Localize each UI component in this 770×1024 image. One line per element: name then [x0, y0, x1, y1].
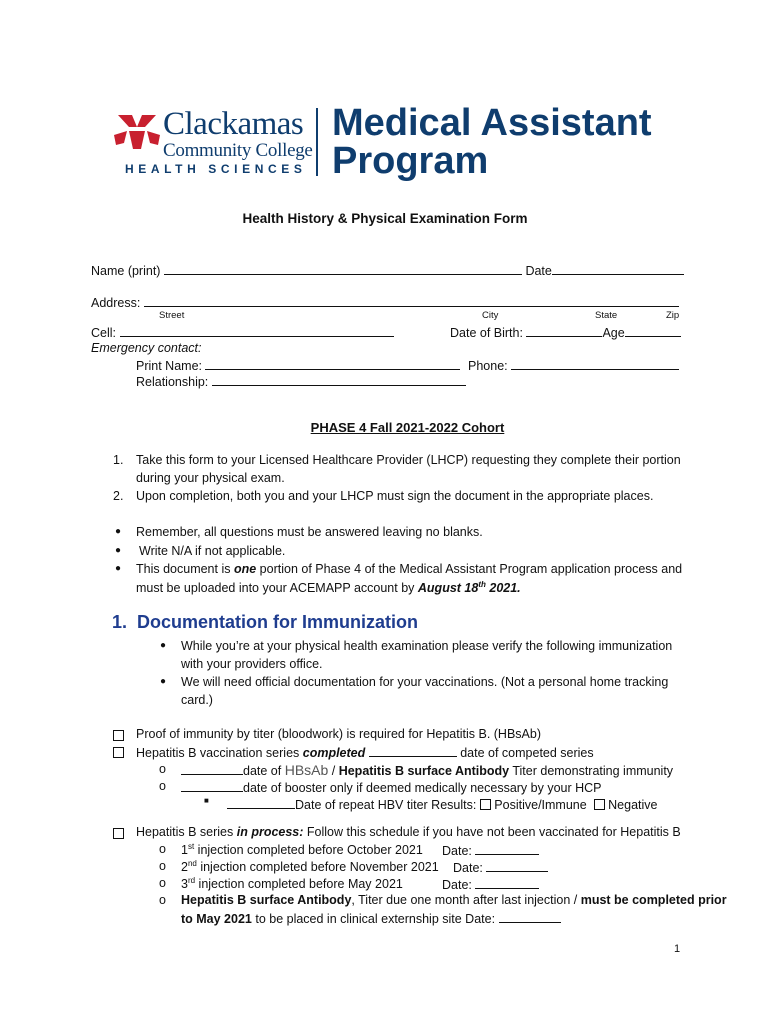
date-label: Date:: [442, 878, 472, 892]
booster-text: date of booster only if deemed medically necessary by your HCP: [243, 781, 602, 795]
checkbox-negative[interactable]: [594, 799, 605, 810]
injection-1-num: 1: [181, 843, 188, 858]
bullet-document-em: one: [233, 562, 257, 576]
health-sciences-label: HEALTH SCIENCES: [125, 162, 307, 176]
bullet-icon: ●: [115, 545, 122, 556]
phone-row: [468, 357, 679, 373]
relationship-field[interactable]: [212, 373, 466, 386]
dob-field[interactable]: [526, 324, 602, 337]
final-titer-mid: , Titer due one month after last injection /: [351, 893, 581, 907]
college-name: [163, 108, 313, 160]
date-label: Date:: [453, 861, 483, 875]
hbsab-text: HBsAb: [284, 762, 329, 778]
positive-label: Positive/Immune: [494, 798, 587, 812]
section-heading: [112, 612, 418, 633]
section-bullet1-line1: While you’re at your physical health examination please verify the following immunization: [181, 639, 673, 653]
bullet-na: Write N/A if not applicable.: [139, 544, 286, 558]
sub-bullet-icon: o: [159, 779, 166, 793]
booster-date-field[interactable]: [181, 779, 243, 792]
series-completed-pre: Hepatitis B vaccination series: [136, 746, 303, 760]
age-label: Age: [602, 326, 625, 340]
injection-1-date-field[interactable]: [475, 842, 539, 855]
injection-3-label: injection completed before May 2021: [195, 877, 403, 892]
step-1-line2: during your physical exam.: [136, 471, 285, 485]
injection-1-date: [442, 842, 539, 858]
cell-label: Cell:: [91, 326, 117, 340]
cell-field[interactable]: [120, 324, 394, 337]
injection-3-sup: rd: [187, 876, 196, 885]
bullet-document: [136, 562, 682, 576]
final-titer-deadline: to May 2021: [181, 912, 252, 926]
section-title: Documentation for Immunization: [137, 612, 419, 632]
page-number: 1: [674, 943, 681, 955]
bullet-document-pre: This document is: [136, 562, 234, 576]
section-bullet2-line2: card.): [181, 693, 213, 707]
final-titer-bold: Hepatitis B surface Antibody: [181, 893, 352, 907]
repeat-titer-date-field[interactable]: [227, 796, 295, 809]
checkbox-positive[interactable]: [480, 799, 491, 810]
upload-text: must be uploaded into your ACEMAPP account by: [136, 581, 418, 596]
series-completed-post: date of competed series: [456, 746, 594, 760]
repeat-titer-text: Date of repeat HBV titer Results:: [295, 798, 480, 812]
age-field[interactable]: [625, 324, 681, 337]
checkbox-series-completed[interactable]: [113, 747, 124, 758]
deadline-date: August 18: [417, 581, 479, 596]
print-name-row: [136, 357, 460, 373]
bullet-document-line2: [136, 580, 521, 595]
series-in-process-row: [136, 825, 681, 839]
deadline-sup: th: [478, 580, 486, 589]
name-row: [91, 262, 684, 278]
dob-row: [450, 324, 681, 340]
repeat-titer-row: [227, 796, 657, 812]
series-completed-row: [136, 744, 594, 760]
checkbox-series-in-process[interactable]: [113, 828, 124, 839]
header-divider: [316, 108, 318, 176]
state-label: State: [595, 310, 618, 321]
negative-label: Negative: [608, 798, 658, 812]
final-titer-post: to be placed in clinical externship site Date:: [251, 912, 499, 926]
series-completed-em: completed: [302, 746, 366, 760]
program-title: [332, 104, 652, 180]
injection-3-num: 3: [181, 877, 188, 892]
relationship-label: Relationship:: [136, 375, 209, 389]
bullet-icon: ●: [160, 640, 167, 651]
sub-bullet-icon: o: [159, 859, 166, 873]
date-field[interactable]: [552, 262, 684, 275]
section-number: 1.: [112, 612, 128, 632]
sub-bullet-icon: o: [159, 762, 166, 776]
final-titer-bold2: must be completed prior: [580, 893, 727, 907]
injection-3-text: [181, 876, 403, 891]
zip-label: Zip: [666, 310, 680, 321]
date-label: Date: [525, 264, 552, 278]
step-2-number: 2.: [113, 489, 124, 503]
phase-title: PHASE 4 Fall 2021-2022 Cohort: [310, 420, 505, 435]
final-titer-line1: [181, 893, 727, 907]
section-bullet2-line1: We will need official documentation for your vaccinations. (Not a personal home tracking: [181, 675, 669, 689]
street-label: Street: [159, 310, 185, 321]
proof-immunity-text: Proof of immunity by titer (bloodwork) is required for Hepatitis B. (HBsAb): [136, 727, 541, 741]
name-field[interactable]: [164, 262, 522, 275]
final-titer-line2: [181, 910, 561, 926]
step-1-number: 1.: [113, 453, 124, 467]
step-1-line1: Take this form to your Licensed Healthcare Provider (LHCP) requesting they complete their portion: [136, 453, 681, 467]
phone-label: Phone:: [468, 359, 508, 373]
form-title: Health History & Physical Examination Form: [242, 211, 528, 226]
print-name-field[interactable]: [205, 357, 460, 370]
program-title-line1: Medical Assistant: [332, 102, 652, 144]
titer-date-pre: date of: [243, 764, 285, 778]
bullet-icon: ●: [115, 563, 122, 574]
step-2-line1: Upon completion, both you and your LHCP must sign the document in the appropriate places.: [136, 489, 654, 503]
series-completed-date-field[interactable]: [369, 744, 457, 757]
sub-bullet-icon: o: [159, 842, 166, 856]
bullet-icon: ●: [160, 676, 167, 687]
injection-1-label: injection completed before October 2021: [194, 843, 423, 858]
date-label: Date:: [442, 844, 472, 858]
phone-field[interactable]: [511, 357, 679, 370]
bullet-document-post: portion of Phase 4 of the Medical Assistant Program application process and: [256, 562, 683, 576]
sub-bullet-icon: o: [159, 876, 166, 890]
relationship-row: [136, 373, 466, 389]
titer-slash: /: [328, 764, 339, 778]
injection-2-num: 2: [181, 860, 188, 875]
final-titer-date-field[interactable]: [499, 910, 561, 923]
college-name-line2: Community College: [163, 140, 313, 161]
emergency-contact-label: Emergency contact:: [91, 341, 202, 355]
in-process-post: Follow this schedule if you have not been vaccinated for Hepatitis B: [303, 825, 681, 839]
address-row: [91, 294, 679, 310]
city-label: City: [482, 310, 499, 321]
bullet-icon: ●: [115, 526, 122, 537]
in-process-em: in process:: [236, 825, 304, 839]
print-name-label: Print Name:: [136, 359, 202, 373]
booster-row: [181, 779, 602, 795]
in-process-pre: Hepatitis B series: [136, 825, 237, 839]
square-bullet-icon: ■: [204, 796, 209, 805]
injection-2-text: [181, 859, 439, 874]
address-label: Address:: [91, 296, 141, 310]
name-label: Name (print): [91, 264, 161, 278]
sub-bullet-icon: o: [159, 893, 166, 907]
injection-2-date-field[interactable]: [486, 859, 548, 872]
deadline-year: 2021.: [485, 581, 521, 596]
injection-1-text: [181, 842, 423, 857]
injection-3-date: [442, 876, 539, 892]
injection-2-sup: nd: [187, 859, 197, 868]
injection-2-date: [453, 859, 548, 875]
college-logo-mark: [112, 105, 162, 155]
titer-date-field[interactable]: [181, 762, 243, 775]
injection-1-sup: st: [187, 842, 195, 851]
titer-bold: Hepatitis B surface Antibody: [338, 764, 510, 778]
bullet-remember: Remember, all questions must be answered leaving no blanks.: [136, 525, 483, 539]
injection-3-date-field[interactable]: [475, 876, 539, 889]
dob-label: Date of Birth:: [450, 326, 523, 340]
section-bullet1-line2: with your providers office.: [181, 657, 323, 671]
titer-date-row: [181, 762, 673, 778]
injection-2-label: injection completed before November 2021: [196, 860, 439, 875]
titer-post: Titer demonstrating immunity: [509, 764, 674, 778]
program-title-line2: Program: [332, 140, 489, 182]
college-name-line1: Clackamas: [163, 106, 304, 142]
checkbox-proof-immunity[interactable]: [113, 730, 124, 741]
cell-row: [91, 324, 394, 340]
address-field[interactable]: [144, 294, 679, 307]
